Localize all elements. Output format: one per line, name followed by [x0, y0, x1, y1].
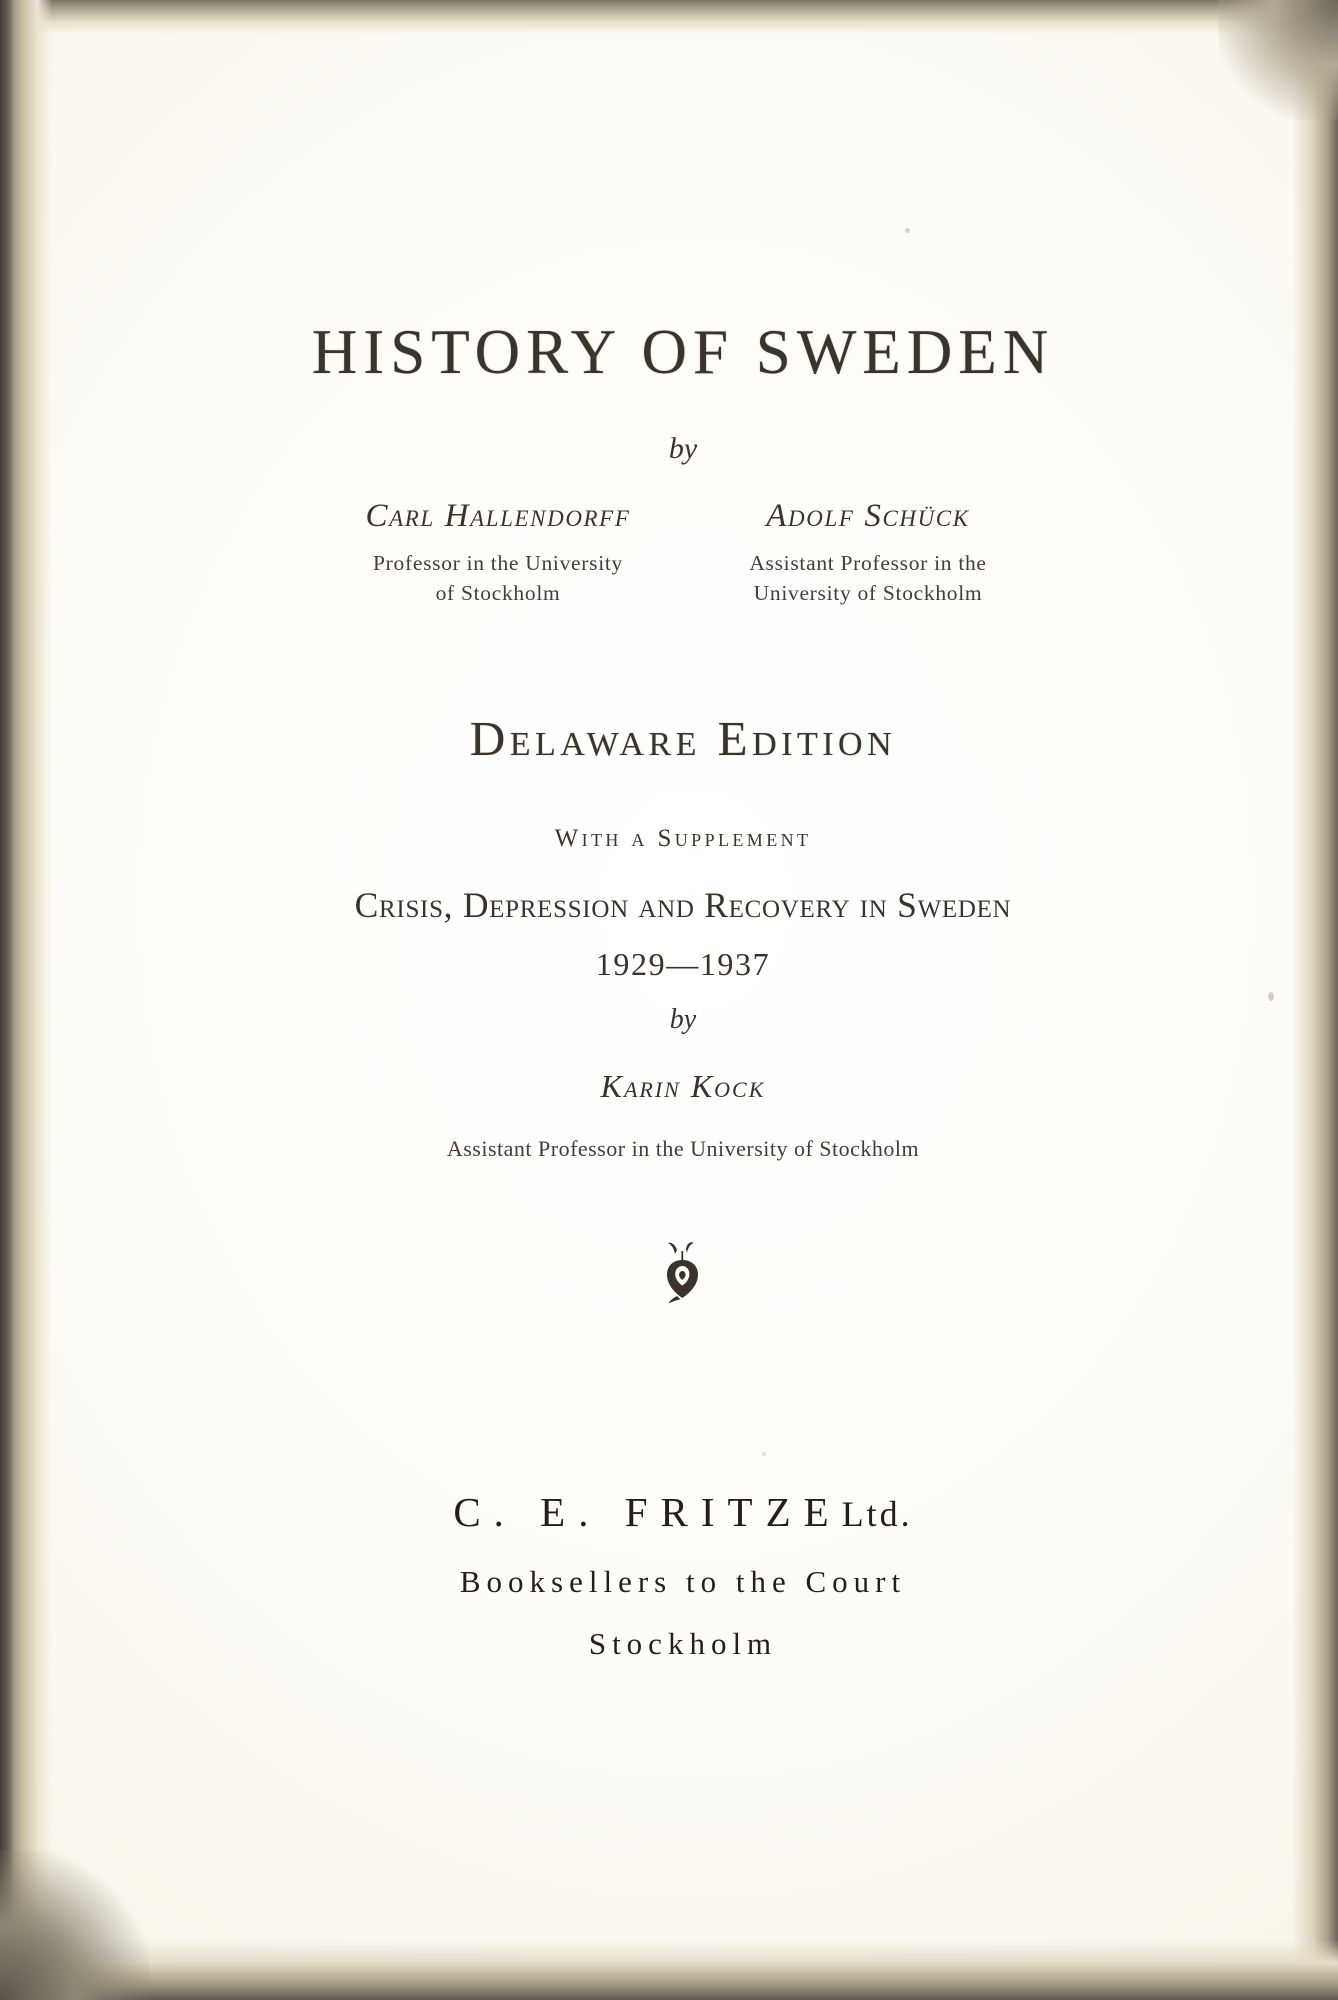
page-gutter-shadow	[0, 0, 14, 2000]
byline-supplement-author: by	[669, 1004, 697, 1035]
byline-authors: by	[668, 432, 698, 465]
publisher-name	[62, 1488, 1304, 1536]
author-affiliation-line: Professor in the University	[373, 551, 623, 575]
author-entry	[313, 498, 683, 608]
supplement-author-affiliation: Assistant Professor in the University of Stockholm	[446, 1136, 920, 1161]
page-title: HISTORY OF SWEDEN	[311, 317, 1055, 387]
supplement-title: Crisis, Depression and Recovery in Sweden	[354, 885, 1012, 925]
printers-flower-ornament-icon	[62, 1240, 1304, 1310]
publisher-descriptor: Booksellers to the Court	[459, 1564, 907, 1599]
author-affiliation-line: University of Stockholm	[753, 580, 983, 605]
author-affiliation-line: Assistant Professor in the	[749, 551, 987, 575]
author-name: Adolf Schück	[766, 498, 970, 534]
author-affiliation-line: of Stockholm	[435, 580, 561, 605]
author-name: Carl Hallendorff	[365, 498, 631, 534]
edition-heading: Delaware Edition	[469, 711, 897, 766]
title-page-content	[62, 0, 1304, 2000]
publisher-name-text: C. E. FRITZE	[453, 1489, 842, 1535]
author-block	[62, 498, 1304, 608]
publisher-name-suffix: Ltd.	[841, 1494, 913, 1534]
publisher-city: Stockholm	[588, 1626, 778, 1661]
author-affiliation	[683, 549, 1053, 608]
supplement-years: 1929—1937	[595, 946, 771, 982]
author-affiliation	[313, 549, 683, 608]
author-entry	[683, 498, 1053, 608]
supplement-author-name: Karin Kock	[600, 1068, 766, 1104]
supplement-label: With a Supplement	[554, 825, 812, 852]
